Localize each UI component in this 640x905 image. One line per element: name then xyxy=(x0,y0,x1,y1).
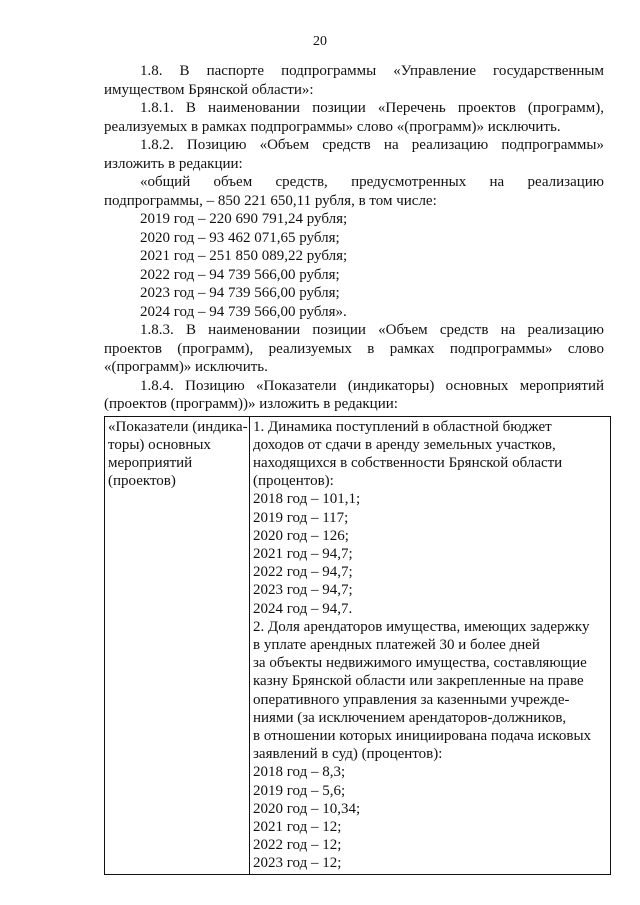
indicators-table xyxy=(104,416,611,875)
indicator-line: 2. Доля арендаторов имущества, имеющих задержку xyxy=(253,618,590,635)
indicator-line: 2020 год – 126; xyxy=(253,527,349,544)
indicators-values-cell xyxy=(250,416,611,874)
indicator-line: в уплате арендных платежей 30 и более дней xyxy=(253,636,540,653)
indicator-line: 2021 год – 94,7; xyxy=(253,545,353,562)
paragraph-1-8: 1.8. В паспорте подпрограммы «Управление государственным имуществом Брянской области»: xyxy=(104,63,604,98)
indicator-line: 2019 год – 117; xyxy=(253,509,349,526)
indicator-line: 2024 год – 94,7. xyxy=(253,600,353,617)
indicator-line: 2022 год – 94,7; xyxy=(253,564,353,581)
document-body xyxy=(104,62,604,875)
funding-total-paragraph: «общий объем средств, предусмотренных на реализацию подпрограммы, – 850 221 650,11 рубля, в том числе: xyxy=(104,174,604,209)
indicator-line: 1. Динамика поступлений в областной бюджет xyxy=(253,418,552,435)
indicator-line: 2021 год – 12; xyxy=(253,818,342,835)
funding-year-line: 2019 год – 220 690 791,24 рубля; xyxy=(140,211,348,227)
indicator-line: в отношении которых инициирована подача исковых xyxy=(253,727,592,744)
indicator-line: оперативного управления за казенными учрежде- xyxy=(253,691,570,708)
indicator-line: заявлений в суд) (процентов): xyxy=(253,746,443,763)
indicator-line: за объекты недвижимого имущества, составляющие xyxy=(253,655,587,672)
indicator-line: 2019 год – 5,6; xyxy=(253,782,346,799)
indicator-line: доходов от сдачи в аренду земельных участков, xyxy=(253,436,556,453)
indicator-line: 2018 год – 101,1; xyxy=(253,491,361,508)
table-row xyxy=(105,416,611,874)
paragraph-1-8-3: 1.8.3. В наименовании позиции «Объем средств на реализацию проектов (программ), реализуемых в рамках подпрограммы» слово «(программ)» исключить. xyxy=(104,322,604,375)
indicator-line: ниями (за исключением арендаторов-должников, xyxy=(253,709,567,726)
indicator-line: находящихся в собственности Брянской области xyxy=(253,454,563,471)
indicator-line: 2018 год – 8,3; xyxy=(253,764,346,781)
indicator-line: 2023 год – 12; xyxy=(253,855,342,872)
indicators-label-cell xyxy=(105,416,250,874)
paragraph-1-8-1: 1.8.1. В наименовании позиции «Перечень проектов (программ), реализуемых в рамках подпрограммы» слово «(программ)» исключить. xyxy=(104,100,604,135)
funding-year-line: 2021 год – 251 850 089,22 рубля; xyxy=(140,248,348,264)
indicator-line: 2020 год – 10,34; xyxy=(253,800,361,817)
funding-year-line: 2022 год – 94 739 566,00 рубля; xyxy=(140,266,340,283)
label-line: мероприятий xyxy=(108,454,193,471)
funding-year-line: 2024 год – 94 739 566,00 рубля». xyxy=(140,303,347,320)
paragraph-1-8-4: 1.8.4. Позицию «Показатели (индикаторы) основных мероприятий (проектов (программ))» изложить в редакции: xyxy=(104,377,604,412)
funding-year-line: 2020 год – 93 462 071,65 рубля; xyxy=(140,229,340,246)
indicator-line: 2023 год – 94,7; xyxy=(253,582,353,599)
paragraph-1-8-2: 1.8.2. Позицию «Объем средств на реализацию подпрограммы» изложить в редакции: xyxy=(104,137,604,172)
label-line: «Показатели (индика- xyxy=(108,418,248,435)
funding-year-line: 2023 год – 94 739 566,00 рубля; xyxy=(140,285,340,301)
label-line: (проектов) xyxy=(108,473,176,490)
page-number: 20 xyxy=(313,34,327,49)
label-line: торы) основных xyxy=(108,436,211,453)
indicator-line: 2022 год – 12; xyxy=(253,837,342,854)
indicator-line: (процентов): xyxy=(253,473,334,490)
indicator-line: казну Брянской области или закрепленные на праве xyxy=(253,673,584,690)
